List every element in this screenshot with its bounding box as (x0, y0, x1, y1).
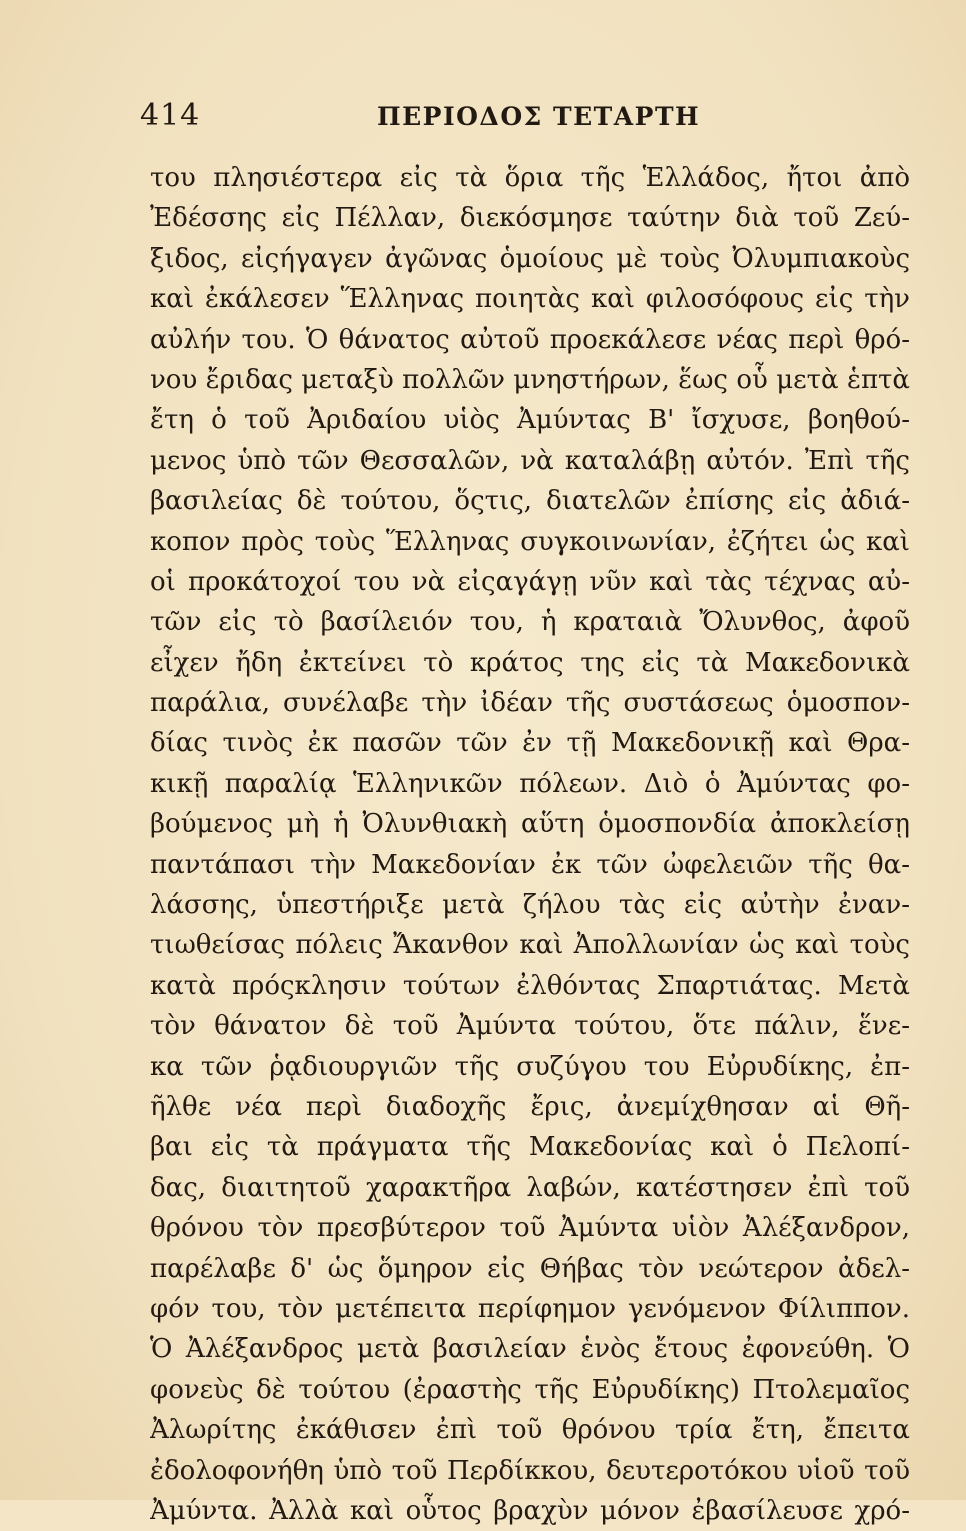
text-line: φόν του, τὸν μετέπειτα περίφημον γενόμενον Φίλιππον. (150, 1293, 910, 1324)
text-line: εἶχεν ἤδη ἐκτείνει τὸ κράτος της εἰς τὰ Μακεδονικὰ (150, 647, 910, 678)
text-line: Ἀλωρίτης ἐκάθισεν ἐπὶ τοῦ θρόνου τρία ἔτη, ἔπειτα (150, 1415, 910, 1446)
text-line: βούμενος μὴ ἡ Ὀλυνθιακὴ αὕτη ὁμοσπονδία ἀποκλείσῃ (150, 809, 910, 840)
text-line: Ἀμύντα. Ἀλλὰ καὶ οὗτος βραχὺν μόνον ἐβασίλευσε χρό- (150, 1495, 910, 1526)
text-line: οἱ προκάτοχοί του νὰ εἰςαγάγῃ νῦν καὶ τὰς τέχνας αὐ- (150, 566, 910, 597)
text-line: ἐδολοφονήθη ὑπὸ τοῦ Περδίκκου, δευτεροτόκου υἱοῦ τοῦ (150, 1455, 910, 1486)
text-line: κοπον πρὸς τοὺς Ἕλληνας συγκοινωνίαν, ἐζήτει ὡς καὶ (150, 526, 910, 557)
text-line: φονεὺς δὲ τούτου (ἐραστὴς τῆς Εὐρυδίκης) Πτολεμαῖος (150, 1374, 910, 1405)
running-head (140, 98, 900, 144)
text-line: αὐλήν του. Ὁ θάνατος αὐτοῦ προεκάλεσε νέας περὶ θρό- (150, 324, 910, 355)
text-line: θρόνου τὸν πρεσβύτερον τοῦ Ἀμύντα υἱὸν Ἀλέξανδρον, (150, 1213, 910, 1244)
page-number: 414 (140, 98, 201, 133)
text-line: δίας τινὸς ἐκ πασῶν τῶν ἐν τῇ Μακεδονικῇ καὶ Θρα- (150, 728, 910, 759)
text-line: δας, διαιτητοῦ χαρακτῆρα λαβών, κατέστησεν ἐπὶ τοῦ (150, 1172, 910, 1203)
text-line: παράλια, συνέλαβε τὴν ἰδέαν τῆς συστάσεως ὁμοσπον- (150, 688, 910, 719)
text-line: ἔτη ὁ τοῦ Ἀριδαίου υἱὸς Ἀμύντας Β' ἴσχυσε, βοηθού- (150, 405, 910, 436)
text-line: κικῇ παραλίᾳ Ἑλληνικῶν πόλεων. Διὸ ὁ Ἀμύντας φο- (150, 768, 910, 799)
text-line: Ὁ Ἀλέξανδρος μετὰ βασιλείαν ἑνὸς ἔτους ἐφονεύθη. Ὁ (150, 1334, 910, 1365)
text-line: ῆλθε νέα περὶ διαδοχῆς ἔρις, ἀνεμίχθησαν αἱ Θῆ- (150, 1091, 910, 1122)
running-title: ΠΕΡΙΟΔΟΣ ΤΕΤΑΡΤΗ (377, 102, 701, 131)
text-line: κα τῶν ῥᾳδιουργιῶν τῆς συζύγου του Εὐρυδίκης, ἐπ- (150, 1051, 910, 1082)
body-text (150, 158, 910, 1531)
text-line: λάσσης, ὑπεστήριξε μετὰ ζήλου τὰς εἰς αὐτὴν ἐναν- (150, 890, 910, 921)
text-line: καὶ ἐκάλεσεν Ἕλληνας ποιητὰς καὶ φιλοσόφους εἰς τὴν (150, 284, 910, 315)
text-line: κατὰ πρόςκλησιν τούτων ἐλθόντας Σπαρτιάτας. Μετὰ (150, 970, 910, 1001)
text-line: νου ἔριδας μεταξὺ πολλῶν μνηστήρων, ἕως οὗ μετὰ ἑπτὰ (150, 364, 910, 395)
text-line: ξιδος, εἰςήγαγεν ἀγῶνας ὁμοίους μὲ τοὺς Ὀλυμπιακοὺς (150, 243, 910, 274)
text-line: του πλησιέστερα εἰς τὰ ὅρια τῆς Ἑλλάδος, ἤτοι ἀπὸ (150, 163, 910, 193)
text-line: παντάπασι τὴν Μακεδονίαν ἐκ τῶν ὠφελειῶν τῆς θα- (150, 849, 910, 880)
text-line: τῶν εἰς τὸ βασίλειόν του, ἡ κραταιὰ Ὄλυνθος, ἀφοῦ (150, 607, 910, 638)
text-line: Ἐδέσσης εἰς Πέλλαν, διεκόσμησε ταύτην διὰ τοῦ Ζεύ- (150, 203, 910, 234)
text-line: τὸν θάνατον δὲ τοῦ Ἀμύντα τούτου, ὅτε πάλιν, ἕνε- (150, 1011, 910, 1042)
text-line: τιωθείσας πόλεις Ἄκανθον καὶ Ἀπολλωνίαν ὡς καὶ τοὺς (150, 930, 910, 961)
text-line: βαι εἰς τὰ πράγματα τῆς Μακεδονίας καὶ ὁ Πελοπί- (150, 1132, 910, 1163)
text-line: παρέλαβε δ' ὡς ὅμηρον εἰς Θήβας τὸν νεώτερον ἀδελ- (150, 1253, 910, 1284)
text-line: βασιλείας δὲ τούτου, ὅςτις, διατελῶν ἐπίσης εἰς ἀδιά- (150, 486, 910, 517)
text-line: μενος ὑπὸ τῶν Θεσσαλῶν, νὰ καταλάβῃ αὐτόν. Ἐπὶ τῆς (150, 445, 910, 476)
